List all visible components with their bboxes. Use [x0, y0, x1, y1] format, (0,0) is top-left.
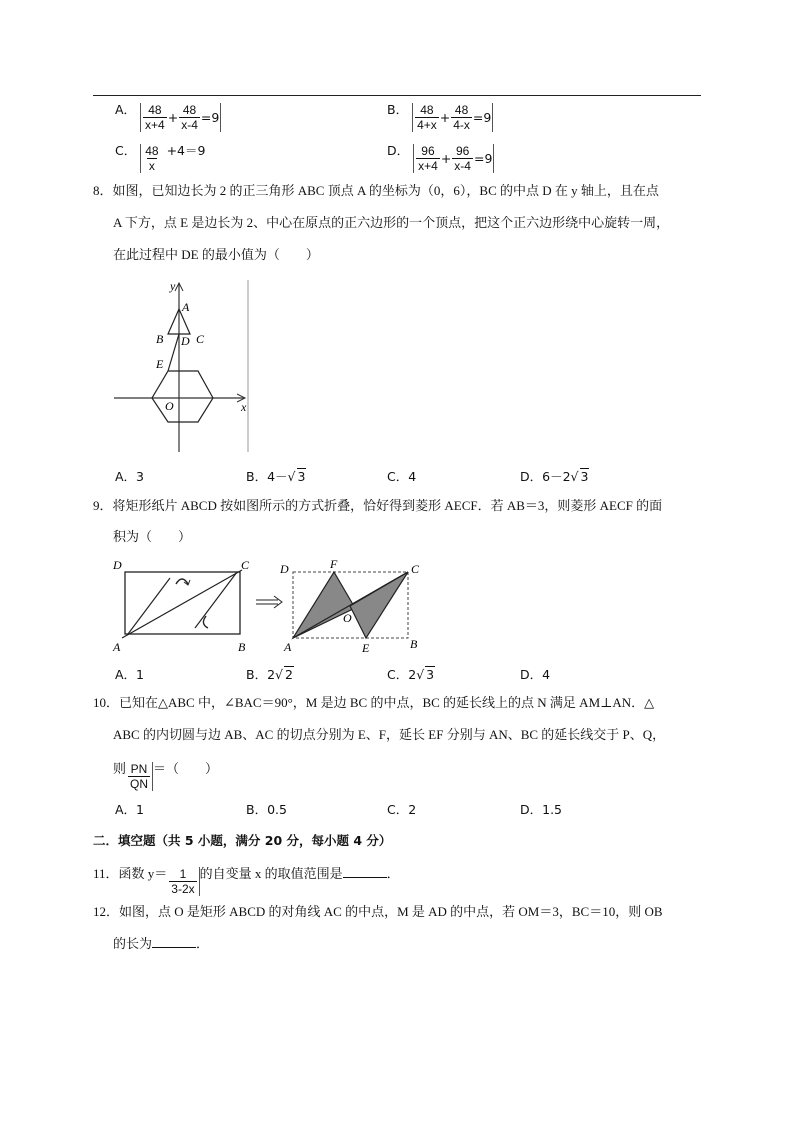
shaded-triangle-left [293, 572, 355, 638]
rhombus-diagonal [293, 572, 408, 638]
rhs: +4＝9 [166, 143, 206, 158]
fraction-box [167, 867, 199, 896]
q8-line-3: 在此过程中 DE 的最小值为（ ） [113, 247, 319, 262]
fold-line-right [195, 572, 237, 628]
operator: + [167, 110, 179, 125]
q8-line-2: A 下方，点 E 是边长为 2、中心在原点的正六边形的一个顶点，把这个正六边形绕中心旋转一周， [113, 215, 670, 230]
option-text: C．2 [387, 667, 417, 682]
operator: + [440, 151, 452, 166]
option-label: D． [387, 143, 410, 158]
q9-line-1: 9．将矩形纸片 ABCD 按如图所示的方式折叠，恰好得到菱形 AECF．若 AB＝3，则菱形 AECF 的面 [93, 498, 663, 513]
q8-option-b [246, 467, 306, 485]
answer-blank[interactable] [343, 877, 387, 878]
q9-option-a: A．1 [115, 667, 145, 682]
q10-line-3 [113, 756, 218, 791]
q7-option-c [115, 141, 205, 173]
operator: + [439, 110, 451, 125]
label-c: C [411, 562, 420, 576]
label-o: O [343, 611, 352, 625]
text: 的自变量 x 的取值范围是 [199, 866, 343, 881]
option-label: B． [387, 102, 409, 117]
numerator: 1 [179, 867, 187, 881]
q9-option-d: D．4 [520, 667, 551, 682]
q7-option-a [115, 100, 221, 132]
q8-option-d [520, 467, 589, 485]
denominator: x-4 [181, 118, 198, 132]
radicand: 3 [297, 469, 306, 484]
fraction-box [126, 762, 153, 791]
option-text: B．4－ [246, 469, 288, 484]
equation [412, 103, 493, 132]
numerator: PN [130, 762, 148, 776]
header-rule [93, 95, 701, 96]
rhs: =9 [472, 110, 492, 125]
label-x: x [241, 400, 247, 414]
label-o: O [165, 399, 174, 413]
answer-blank[interactable] [152, 947, 196, 948]
q9-option-c [387, 665, 435, 683]
q9-figure [110, 556, 428, 656]
section-heading: 二．填空题（共 5 小题，满分 20 分，每小题 4 分） [93, 833, 392, 848]
denominator: 4-x [453, 118, 470, 132]
option-text: D．6－2 [520, 469, 571, 484]
q10-option-d: D．1.5 [520, 802, 563, 817]
label-c: C [196, 332, 205, 346]
rhs: =9 [473, 151, 493, 166]
numerator: 48 [182, 103, 197, 117]
label-y: y [170, 279, 176, 293]
q8-line-1: 8．如图，已知边长为 2 的正三角形 ABC 顶点 A 的坐标为（0，6），BC 的中点 D 在 y 轴上，且在点 [93, 183, 659, 198]
q12-line-1: 12．如图，点 O 是矩形 ABCD 的对角线 AC 的中点，M 是 AD 的中点，若 OM＝3，BC＝10，则 OB [93, 904, 663, 919]
radical-icon: √ [570, 469, 579, 484]
equation [140, 144, 162, 173]
radicand: 3 [426, 667, 435, 682]
denominator: x [148, 159, 155, 173]
label-b: B [238, 640, 246, 654]
numerator: 48 [420, 103, 434, 117]
q10-option-a: A．1 [115, 802, 145, 817]
numerator: 96 [455, 144, 470, 158]
text: 11．函数 y＝ [93, 866, 168, 881]
q9-line-2: 积为（ ） [113, 529, 192, 544]
label-a: A [113, 640, 121, 654]
q7-option-b [387, 100, 493, 132]
label-e: E [156, 357, 164, 371]
radical-icon: √ [275, 667, 283, 682]
q8-option-a: A．3 [115, 469, 145, 484]
radical-icon: √ [287, 469, 296, 484]
option-label: A． [115, 102, 137, 117]
label-a: A [182, 300, 190, 314]
label-b: B [410, 637, 418, 651]
label-e: E [362, 641, 370, 655]
q10-option-c: C．2 [387, 802, 417, 817]
denominator: x+4 [145, 118, 165, 132]
q11 [93, 861, 400, 896]
option-label: C． [115, 143, 137, 158]
text: 的长为 [113, 936, 153, 951]
text: ＝（ ） [153, 761, 219, 776]
label-d: D [280, 562, 289, 576]
q10-line-2: ABC 的内切圆与边 AB、AC 的切点分别为 E、F，延长 EF 分别与 AN、BC 的延长线交于 P、Q， [113, 727, 666, 742]
label-b: B [156, 332, 164, 346]
shaded-triangle-right [350, 572, 408, 638]
q8-figure [112, 277, 257, 455]
q10-line-1: 10．已知在△ABC 中，∠BAC＝90°，M 是边 BC 的中点，BC 的延长线上的点 N 满足 AM⊥AN．△ [93, 695, 655, 710]
denominator: x-4 [454, 159, 471, 173]
numerator: 96 [421, 144, 435, 158]
fold-line-left [128, 578, 170, 634]
numerator: 48 [454, 103, 469, 117]
hexagon [152, 371, 213, 422]
equation [413, 144, 494, 173]
text: ． [196, 936, 210, 951]
q7-option-d [387, 141, 494, 173]
q9-option-b [246, 665, 294, 683]
fold-arrow-icon [203, 616, 208, 628]
label-a: A [284, 640, 292, 654]
q8-option-c: C．4 [387, 469, 417, 484]
equation [140, 103, 221, 132]
numerator: 48 [145, 144, 159, 158]
denominator: x+4 [418, 159, 438, 173]
radicand: 3 [580, 469, 589, 484]
q10-option-b: B．0.5 [246, 802, 287, 817]
text: ． [386, 866, 400, 881]
segment-de [168, 334, 179, 371]
label-c: C [241, 558, 250, 572]
text: 则 [113, 761, 127, 776]
numerator: 48 [148, 103, 162, 117]
q12-line-2 [113, 931, 209, 957]
diagonal-ac [122, 570, 242, 638]
option-text: B．2 [246, 667, 276, 682]
label-f: F [330, 557, 338, 571]
rhs: =9 [200, 110, 220, 125]
label-d: D [113, 558, 122, 572]
radical-icon: √ [416, 667, 425, 682]
denominator: 3-2x [171, 882, 195, 896]
radicand: 2 [285, 667, 293, 682]
label-d: D [181, 334, 190, 348]
denominator: 4+x [417, 118, 437, 132]
denominator: QN [130, 777, 149, 791]
transform-arrowhead-icon [274, 596, 282, 608]
